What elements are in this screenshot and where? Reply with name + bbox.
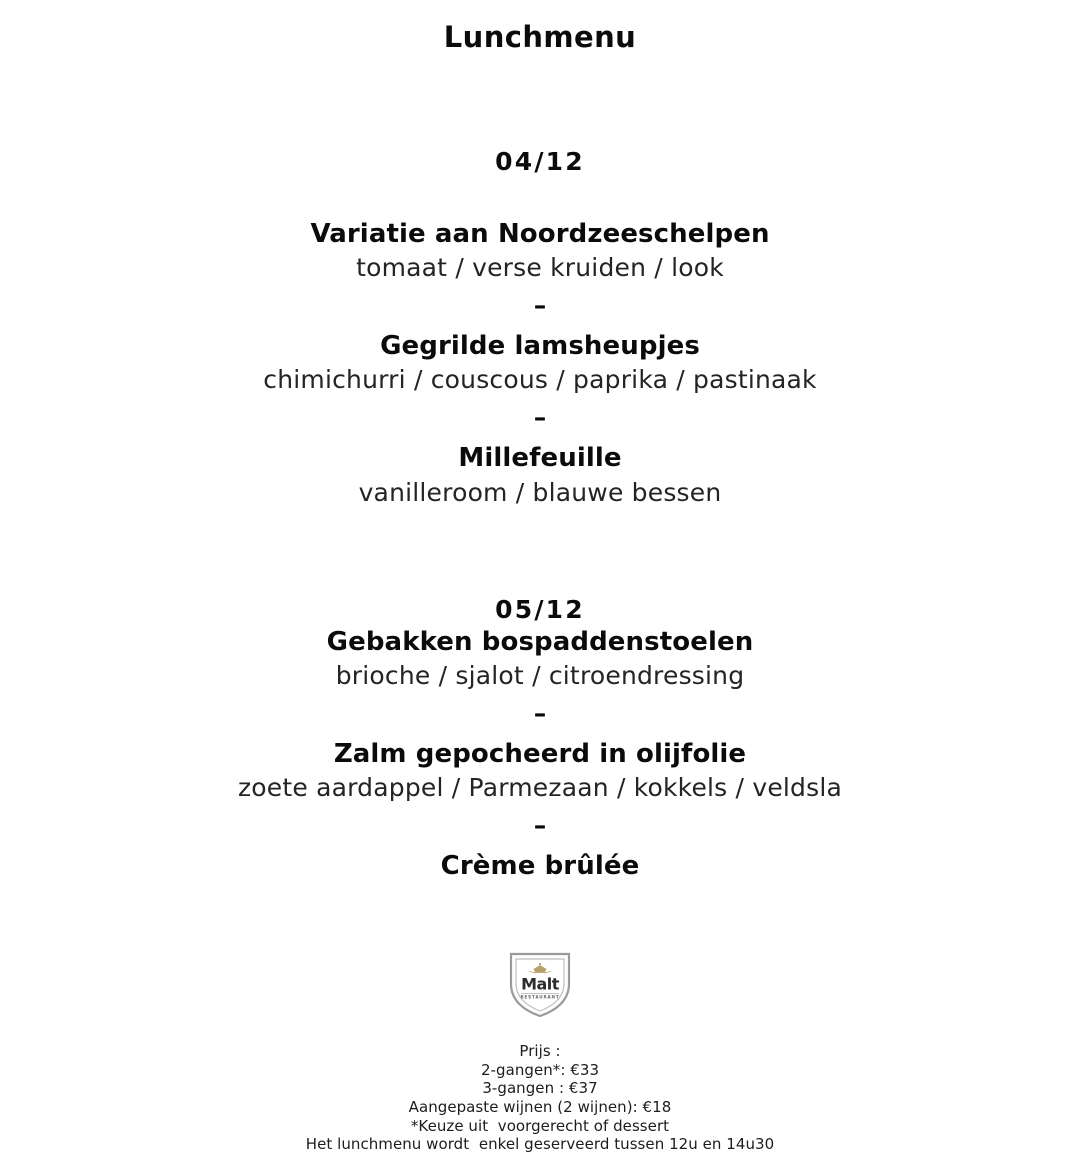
footer-line: Het lunchmenu wordt enkel geserveerd tussen 12u en 14u30 (305, 1135, 775, 1154)
footer-line: *Keuze uit voorgerecht of dessert (410, 1116, 670, 1135)
course-separator (0, 699, 1080, 729)
footer-info (306, 1042, 774, 1154)
course-separator-dash: – (533, 403, 547, 433)
course-description: brioche / sjalot / citroendressing (335, 661, 745, 691)
page-title: Lunchmenu (443, 20, 637, 54)
course-description: chimichurri / couscous / paprika / pastinaak (263, 365, 817, 395)
footer-line: Aangepaste wijnen (2 wijnen): €18 (408, 1097, 672, 1116)
footer-line: 3-gangen : €37 (482, 1079, 598, 1098)
shield-logo-icon (505, 948, 575, 1020)
malt-restaurant-logo (505, 948, 575, 1020)
footer-line: Prijs : (519, 1041, 561, 1060)
course-name: Variatie aan Noordzeeschelpen (310, 218, 770, 249)
footer-line: 2-gangen*: €33 (480, 1060, 600, 1079)
crown-emblem-icon (530, 963, 551, 973)
course-item (0, 739, 1080, 803)
day-section-1 (0, 148, 1080, 508)
day-date: 05/12 (495, 594, 585, 624)
course-separator-dash: – (533, 811, 547, 841)
course-separator-dash: – (533, 699, 547, 729)
course-name: Gebakken bospaddenstoelen (326, 626, 754, 657)
course-name: Zalm gepocheerd in olijfolie (333, 739, 747, 770)
course-name: Millefeuille (458, 443, 622, 474)
course-item (0, 331, 1080, 395)
course-item (0, 627, 1080, 691)
course-description: vanilleroom / blauwe bessen (358, 477, 722, 507)
course-item (0, 219, 1080, 283)
course-separator (0, 811, 1080, 841)
course-description: tomaat / verse kruiden / look (356, 253, 724, 283)
course-separator (0, 291, 1080, 321)
course-item (0, 851, 1080, 881)
logo-subtitle: RESTAURANT (520, 994, 560, 1000)
course-name: Crème brûlée (440, 851, 640, 882)
day-section-2 (0, 596, 1080, 882)
course-item (0, 443, 1080, 507)
course-separator-dash: – (533, 291, 547, 321)
logo-wordmark: Malt (521, 974, 559, 994)
course-description: zoete aardappel / Parmezaan / kokkels / veldsla (237, 773, 843, 803)
course-separator (0, 403, 1080, 433)
day-date: 04/12 (495, 146, 585, 176)
course-name: Gegrilde lamsheupjes (380, 331, 700, 362)
